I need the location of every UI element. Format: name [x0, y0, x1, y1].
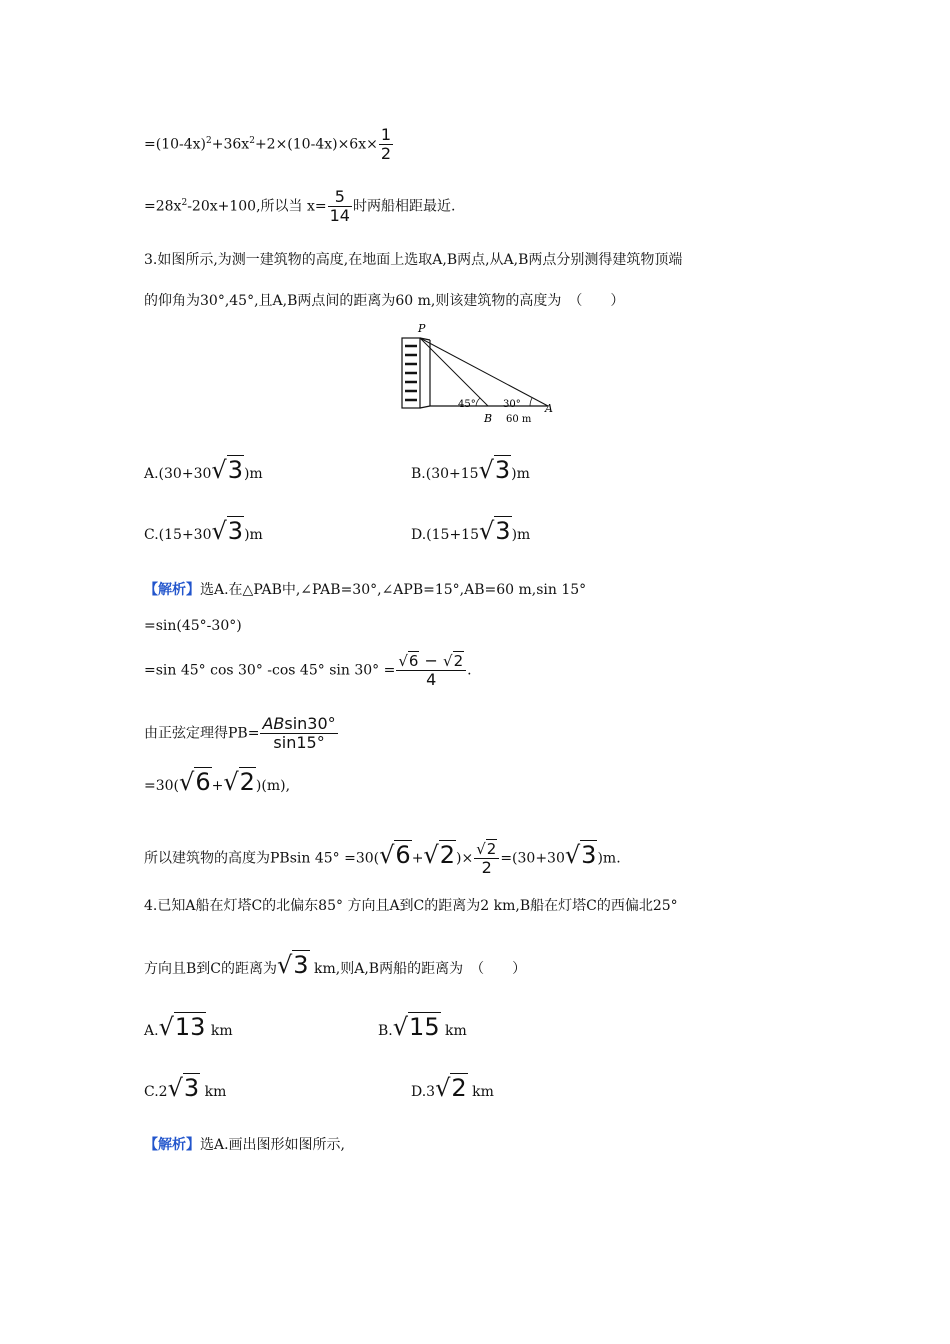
radicand: 6	[395, 840, 411, 869]
sqrt: √2	[223, 768, 255, 796]
text: C.2	[144, 1084, 168, 1100]
radicand: 2	[451, 1074, 467, 1102]
text: +36x	[211, 136, 250, 153]
text: A.	[144, 1023, 159, 1039]
numerator: 1	[380, 125, 392, 144]
fraction	[260, 715, 337, 752]
text: AB	[262, 714, 285, 733]
sqrt: √2	[476, 840, 497, 858]
radicand: 2	[486, 840, 497, 858]
text: )m	[511, 527, 531, 543]
radicand: 3	[293, 951, 309, 979]
sqrt: √3	[277, 951, 309, 979]
q4-option-b	[378, 1013, 467, 1041]
distance-label: 60 m	[506, 414, 532, 425]
text: 选A.画出图形如图所示,	[200, 1137, 346, 1153]
denominator: 14	[329, 206, 350, 225]
angle-30-label: 30°	[503, 399, 521, 410]
text: =28x	[144, 198, 182, 215]
text: -20x+100,所以当 x=	[187, 198, 327, 215]
text: +	[411, 850, 424, 867]
text: sin30°	[284, 714, 336, 733]
solution-3-line-6	[144, 840, 621, 877]
solution-3-line-5	[144, 768, 291, 796]
analysis-tag: 【解析】	[144, 582, 200, 598]
sqrt: √2	[423, 840, 455, 869]
q4-option-a	[144, 1013, 233, 1041]
question-4-line-2	[144, 951, 527, 979]
sqrt: √3	[564, 840, 597, 869]
text: A.(30+30	[144, 466, 212, 482]
text: 选A.在△PAB中,∠PAB=30°,∠APB=15°,AB=60 m,sin 15°	[200, 582, 587, 598]
sqrt: √6	[179, 768, 211, 796]
sqrt: √3	[479, 517, 511, 545]
exponent: 2	[206, 135, 212, 146]
q3-option-b	[411, 456, 530, 484]
text: )×	[456, 850, 474, 867]
solution-4-line-1	[144, 1135, 345, 1155]
q3-option-d	[411, 517, 531, 545]
question-4-line-1: 4.已知A船在灯塔C的北偏东85° 方向且A到C的距离为2 km,B船在灯塔C的西偏北25°	[144, 898, 678, 914]
angle-45-label: 45°	[458, 399, 476, 410]
text: 时两船相距最近.	[352, 198, 456, 215]
sqrt: √2	[435, 1074, 467, 1102]
text: )m	[244, 527, 263, 543]
sightline-a	[420, 338, 548, 406]
denominator: sin15°	[260, 733, 337, 752]
radicand: 3	[581, 840, 597, 869]
denominator: 2	[474, 858, 499, 877]
text: )m.	[597, 850, 621, 867]
numerator: 5	[334, 187, 345, 206]
solution-line-result	[144, 188, 455, 225]
analysis-tag: 【解析】	[144, 1137, 200, 1153]
text: )(m),	[255, 778, 291, 794]
text: D.(15+15	[411, 527, 479, 543]
sqrt: √2	[443, 652, 464, 670]
sqrt: √3	[167, 1074, 200, 1102]
text: 方向且B到C的距离为	[144, 961, 277, 977]
text: km	[200, 1084, 227, 1100]
text: )m	[511, 466, 530, 482]
radicand: 3	[495, 517, 511, 545]
fraction	[396, 652, 466, 689]
sqrt: √6	[398, 652, 419, 670]
radicand: 3	[227, 517, 244, 545]
solution-3-line-2: =sin(45°-30°)	[144, 618, 242, 634]
radicand: 3	[494, 456, 511, 484]
label-a: A	[545, 402, 553, 415]
sqrt: √13	[158, 1013, 206, 1041]
solution-3-line-4	[144, 715, 339, 752]
text: =(10-4x)	[144, 136, 207, 153]
solution-line-expansion	[144, 126, 394, 163]
text: km,则A,B两船的距离为 （ ）	[309, 961, 527, 977]
denominator: 4	[396, 670, 466, 689]
sqrt: √3	[211, 456, 243, 484]
text: D.3	[411, 1084, 436, 1100]
denominator: 2	[380, 144, 392, 163]
fraction	[328, 188, 352, 225]
text: 由正弦定理得PB=	[144, 725, 260, 742]
text: km	[467, 1084, 494, 1100]
building-windows	[405, 346, 417, 400]
radicand: 6	[408, 652, 419, 670]
text: +	[211, 778, 224, 794]
label-b: B	[484, 412, 493, 425]
label-p: P	[418, 322, 426, 335]
text: =(30+30	[500, 850, 565, 867]
text: )m	[243, 466, 263, 482]
radicand: 2	[453, 652, 464, 670]
exponent: 2	[181, 197, 188, 208]
q4-option-c	[144, 1074, 227, 1102]
solution-3-line-3	[144, 652, 472, 689]
fraction	[379, 126, 393, 163]
sqrt: √6	[379, 840, 411, 869]
radicand: 13	[174, 1013, 206, 1041]
text: =sin 45° cos 30° -cos 45° sin 30° =	[144, 662, 396, 679]
sqrt: √15	[392, 1013, 440, 1041]
question-3-line-2: 的仰角为30°,45°,且A,B两点间的距离为60 m,则该建筑物的高度为 （ ）	[144, 293, 625, 309]
radicand: 3	[183, 1074, 200, 1102]
text: B.(30+15	[411, 466, 479, 482]
text: −	[419, 651, 444, 670]
solution-3-line-1	[144, 580, 586, 600]
text: 所以建筑物的高度为PBsin 45° =30(	[144, 850, 380, 867]
sqrt: √3	[211, 517, 244, 545]
radicand: 2	[439, 840, 455, 869]
text: C.(15+30	[144, 527, 212, 543]
text: .	[467, 662, 472, 679]
building-figure	[390, 320, 570, 430]
sqrt: √3	[478, 456, 511, 484]
q3-option-c	[144, 517, 263, 545]
q3-option-a	[144, 456, 263, 484]
text: km	[206, 1023, 233, 1039]
radicand: 2	[239, 768, 255, 796]
text: =30(	[144, 778, 180, 794]
fraction	[474, 840, 499, 877]
text: km	[440, 1023, 467, 1039]
q4-option-d	[411, 1074, 494, 1102]
question-3-line-1: 3.如图所示,为测一建筑物的高度,在地面上选取A,B两点,从A,B两点分别测得建筑物顶端	[144, 252, 683, 268]
text: +2×(10-4x)×6x×	[254, 136, 378, 153]
radicand: 3	[227, 456, 243, 484]
radicand: 15	[409, 1013, 440, 1041]
exponent: 2	[249, 135, 255, 146]
text: B.	[378, 1023, 393, 1039]
radicand: 6	[195, 768, 211, 796]
